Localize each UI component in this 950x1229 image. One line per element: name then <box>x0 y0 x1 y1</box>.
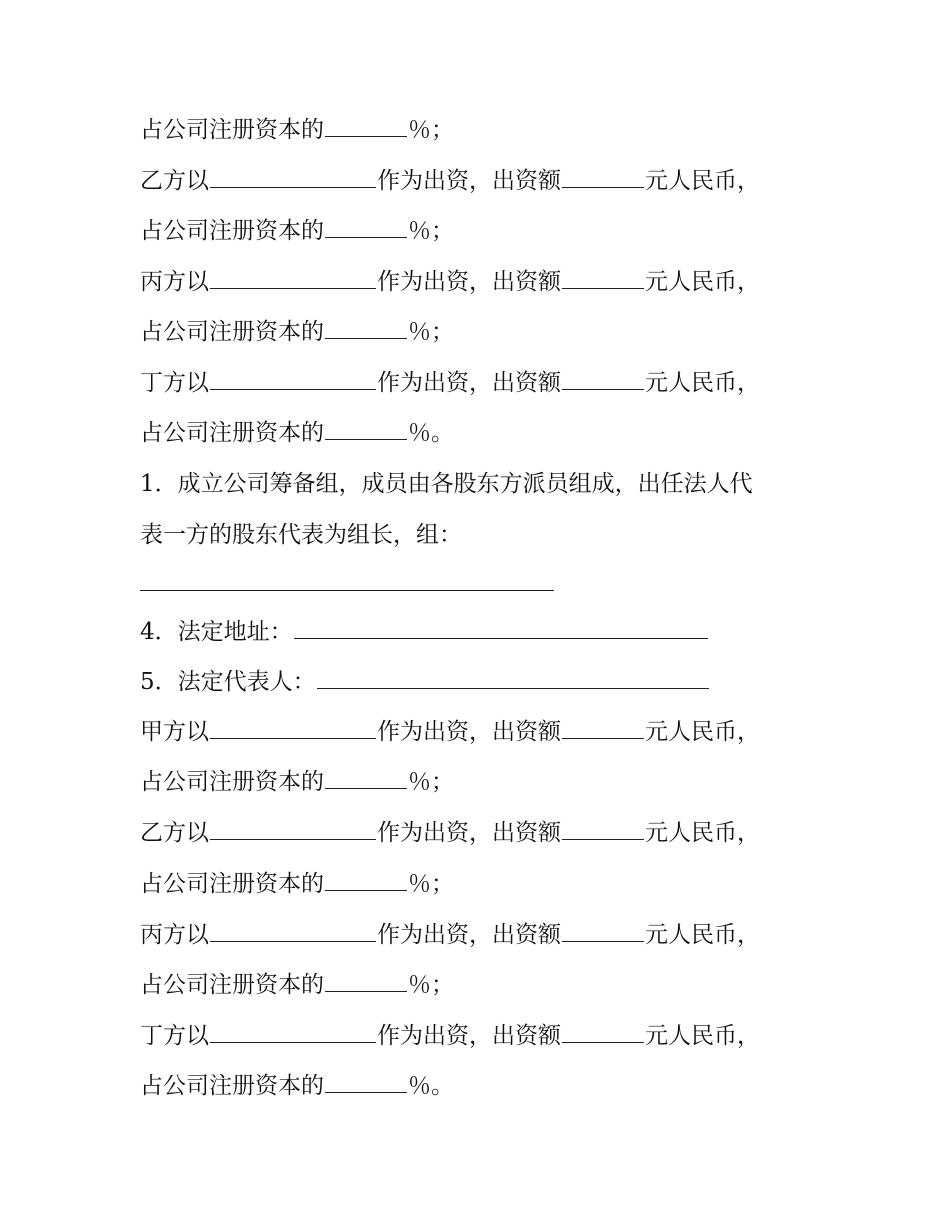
fill-blank <box>562 264 644 289</box>
text-line <box>140 917 760 953</box>
text-line <box>140 163 760 199</box>
line-text: 占公司注册资本的 <box>140 1073 324 1099</box>
line-text: 占公司注册资本的 <box>140 319 324 345</box>
line-text: 元人民币， <box>645 370 760 396</box>
fill-blank <box>325 1068 407 1093</box>
line-text: 占公司注册资本的 <box>140 769 324 795</box>
line-text: 作为出资，出资额 <box>377 1023 561 1049</box>
line-text: 乙方以 <box>140 168 209 194</box>
text-line <box>140 614 709 650</box>
line-text: 元人民币， <box>645 1023 760 1049</box>
fill-blank <box>325 967 407 992</box>
line-text: ％； <box>408 769 454 795</box>
line-text: 乙方以 <box>140 820 209 846</box>
line-text: 占公司注册资本的 <box>140 117 324 143</box>
line-text: 作为出资，出资额 <box>377 168 561 194</box>
line-text: 4．法定地址： <box>140 619 293 645</box>
fill-blank <box>562 365 644 390</box>
line-text: ％； <box>408 871 454 897</box>
line-text: 丁方以 <box>140 370 209 396</box>
line-text: 作为出资，出资额 <box>377 370 561 396</box>
line-text: ％。 <box>408 1073 454 1099</box>
line-text: 元人民币， <box>645 269 760 295</box>
text-line <box>140 866 454 902</box>
line-text: 5．法定代表人： <box>140 669 316 695</box>
text-line <box>140 714 760 750</box>
line-text: 丙方以 <box>140 269 209 295</box>
line-text: ％。 <box>408 420 454 446</box>
text-line <box>140 365 760 401</box>
text-line <box>140 314 454 350</box>
line-text: 元人民币， <box>645 922 760 948</box>
text-line <box>140 415 454 451</box>
text-line <box>140 664 710 700</box>
line-text: 1．成立公司筹备组，成员由各股东方派员组成，出任法人代 <box>140 471 753 497</box>
fill-blank <box>325 415 407 440</box>
fill-blank <box>562 714 644 739</box>
line-text: 占公司注册资本的 <box>140 871 324 897</box>
line-text: 元人民币， <box>645 719 760 745</box>
text-line <box>140 1068 454 1104</box>
fill-blank <box>325 314 407 339</box>
fill-blank <box>210 714 376 739</box>
fill-blank <box>317 664 709 689</box>
text-line <box>140 112 454 148</box>
fill-blank <box>325 213 407 238</box>
fill-blank <box>325 866 407 891</box>
fill-blank <box>210 815 376 840</box>
line-text: 占公司注册资本的 <box>140 972 324 998</box>
fill-blank <box>562 1018 644 1043</box>
line-text: 作为出资，出资额 <box>377 719 561 745</box>
fill-blank <box>210 917 376 942</box>
fill-blank <box>562 815 644 840</box>
text-line <box>140 1018 760 1054</box>
line-text: ％； <box>408 117 454 143</box>
text-line <box>140 466 753 502</box>
line-text: 作为出资，出资额 <box>377 820 561 846</box>
fill-blank <box>325 112 407 137</box>
line-text: 作为出资，出资额 <box>377 922 561 948</box>
fill-blank <box>294 614 708 639</box>
line-text: 丙方以 <box>140 922 209 948</box>
fill-rule-line <box>140 590 554 591</box>
text-line <box>140 815 760 851</box>
line-text: 作为出资，出资额 <box>377 269 561 295</box>
fill-blank <box>562 917 644 942</box>
line-text: 甲方以 <box>140 719 209 745</box>
line-text: 占公司注册资本的 <box>140 218 324 244</box>
text-line <box>140 517 462 553</box>
text-line <box>140 264 760 300</box>
fill-blank <box>562 163 644 188</box>
fill-blank <box>210 365 376 390</box>
fill-blank <box>210 264 376 289</box>
text-line <box>140 213 454 249</box>
fill-blank <box>210 1018 376 1043</box>
line-text: 元人民币， <box>645 820 760 846</box>
line-text: ％； <box>408 218 454 244</box>
line-text: 元人民币， <box>645 168 760 194</box>
text-line <box>140 967 454 1003</box>
line-text: ％； <box>408 972 454 998</box>
line-text: 表一方的股东代表为组长，组： <box>140 522 462 548</box>
fill-blank <box>210 163 376 188</box>
line-text: 占公司注册资本的 <box>140 420 324 446</box>
line-text: ％； <box>408 319 454 345</box>
line-text: 丁方以 <box>140 1023 209 1049</box>
fill-blank <box>325 764 407 789</box>
text-line <box>140 764 454 800</box>
